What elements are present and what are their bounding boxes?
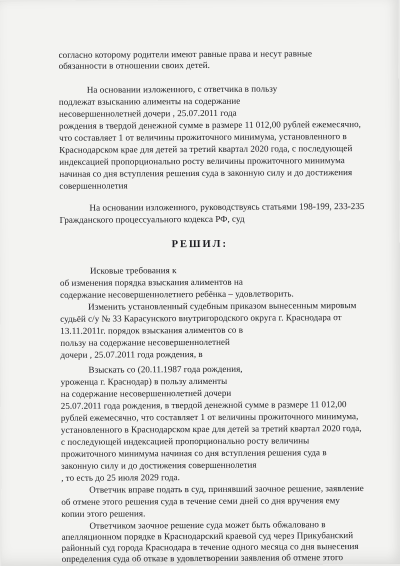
text-line: пользу на содержание несовершеннолетней: [60, 336, 230, 348]
text-line: На основании изложенного, с ответчика в пользу: [86, 83, 278, 95]
text-line: Исковые требования к: [89, 265, 177, 276]
text-line: на содержание несовершеннолетней дочери: [60, 387, 232, 399]
text-line: Краснодарском крае для детей за третий квартал 2020 года, с последующей: [59, 143, 353, 155]
text-line: дочери , 25.07.2011 года рождения, в: [60, 348, 203, 360]
text-line: На основании изложенного, руководствуясь статьями 198-199, 233-235: [89, 200, 365, 213]
text-line: районный суд города Краснодара в течение одного месяца со дня вынесения: [61, 541, 359, 553]
text-line: Изменить установленный судебным приказом вынесенным мировым: [88, 300, 357, 312]
text-line: начиная со дня вступления решения суда в законную силу и до достижения: [59, 167, 353, 179]
text-line: установленного в Краснодарском крае для детей за третий квартал 2020 года,: [60, 423, 362, 435]
text-line: об отмене этого решения суда в течение семи дней со дня вручения ему: [61, 495, 340, 507]
text-line: что составляет 1 от величины прожиточного минимума, установленного в: [59, 131, 347, 143]
text-line: Взыскать со (20.11.1987 года рождения,: [88, 363, 243, 375]
text-line: обязанности в отношении своих детей.: [58, 59, 210, 71]
text-line: уроженца г. Краснодар) в пользу алименты: [60, 375, 228, 387]
text-line: апелляционном порядке в Краснодарский краевой суд через Прикубанский: [61, 530, 354, 542]
text-line: законную силу и до достижения совершеннолетия: [61, 459, 257, 471]
text-line: определения суда об отказе в удовлетворении заявления об отмене этого: [61, 552, 344, 564]
text-line: Ответчиком заочное решение суда может быть обжаловано в: [89, 519, 326, 531]
text-line: индексацией пропорционально росту величины прожиточного минимума: [59, 155, 345, 167]
text-line: копии этого решения.: [61, 508, 146, 519]
text-line: подлежат взысканию алименты на содержание: [58, 95, 241, 107]
text-line: содержание несовершеннолетнего ребёнка – удовлетворить.: [60, 288, 294, 300]
text-line: 13.11.2011г. порядок взыскания алиментов со в: [60, 324, 244, 336]
text-line: об изменения порядка взыскания алиментов на: [59, 276, 243, 288]
resolution-heading: РЕШИЛ:: [171, 238, 229, 251]
text-line: согласно которому родители имеют равные права и несут равные: [58, 48, 313, 60]
text-line: с последующей индексацией пропорционально росту величины: [60, 435, 310, 447]
text-line: судьёй с/у № 33 Карасунского внутригородского округа г. Краснодара от: [60, 312, 342, 324]
text-line: прожиточного минимума начиная со дня вступления решения суда в: [61, 447, 327, 459]
text-line: Ответчик вправе подать в суд, принявший заочное решение, заявление: [89, 483, 364, 495]
text-line: несовершеннолетней дочери , 25.07.2011 года: [58, 107, 237, 119]
text-line: 25.07.2011 года рождения, в твердой денежной сумме в размере 11 012,00: [60, 399, 347, 411]
text-line: рублей ежемесячно, что составляет 1 от величины прожиточного минимума,: [60, 411, 359, 423]
text-line: совершеннолетия: [59, 180, 128, 191]
text-line: рождения в твердой денежной сумме в размере 11 012,00 рублей ежемесячно,: [59, 119, 361, 131]
text-line: Гражданского процессуального кодекса РФ, суд: [59, 213, 245, 225]
text-line: , то есть до 25 июля 2029 года.: [61, 472, 180, 483]
